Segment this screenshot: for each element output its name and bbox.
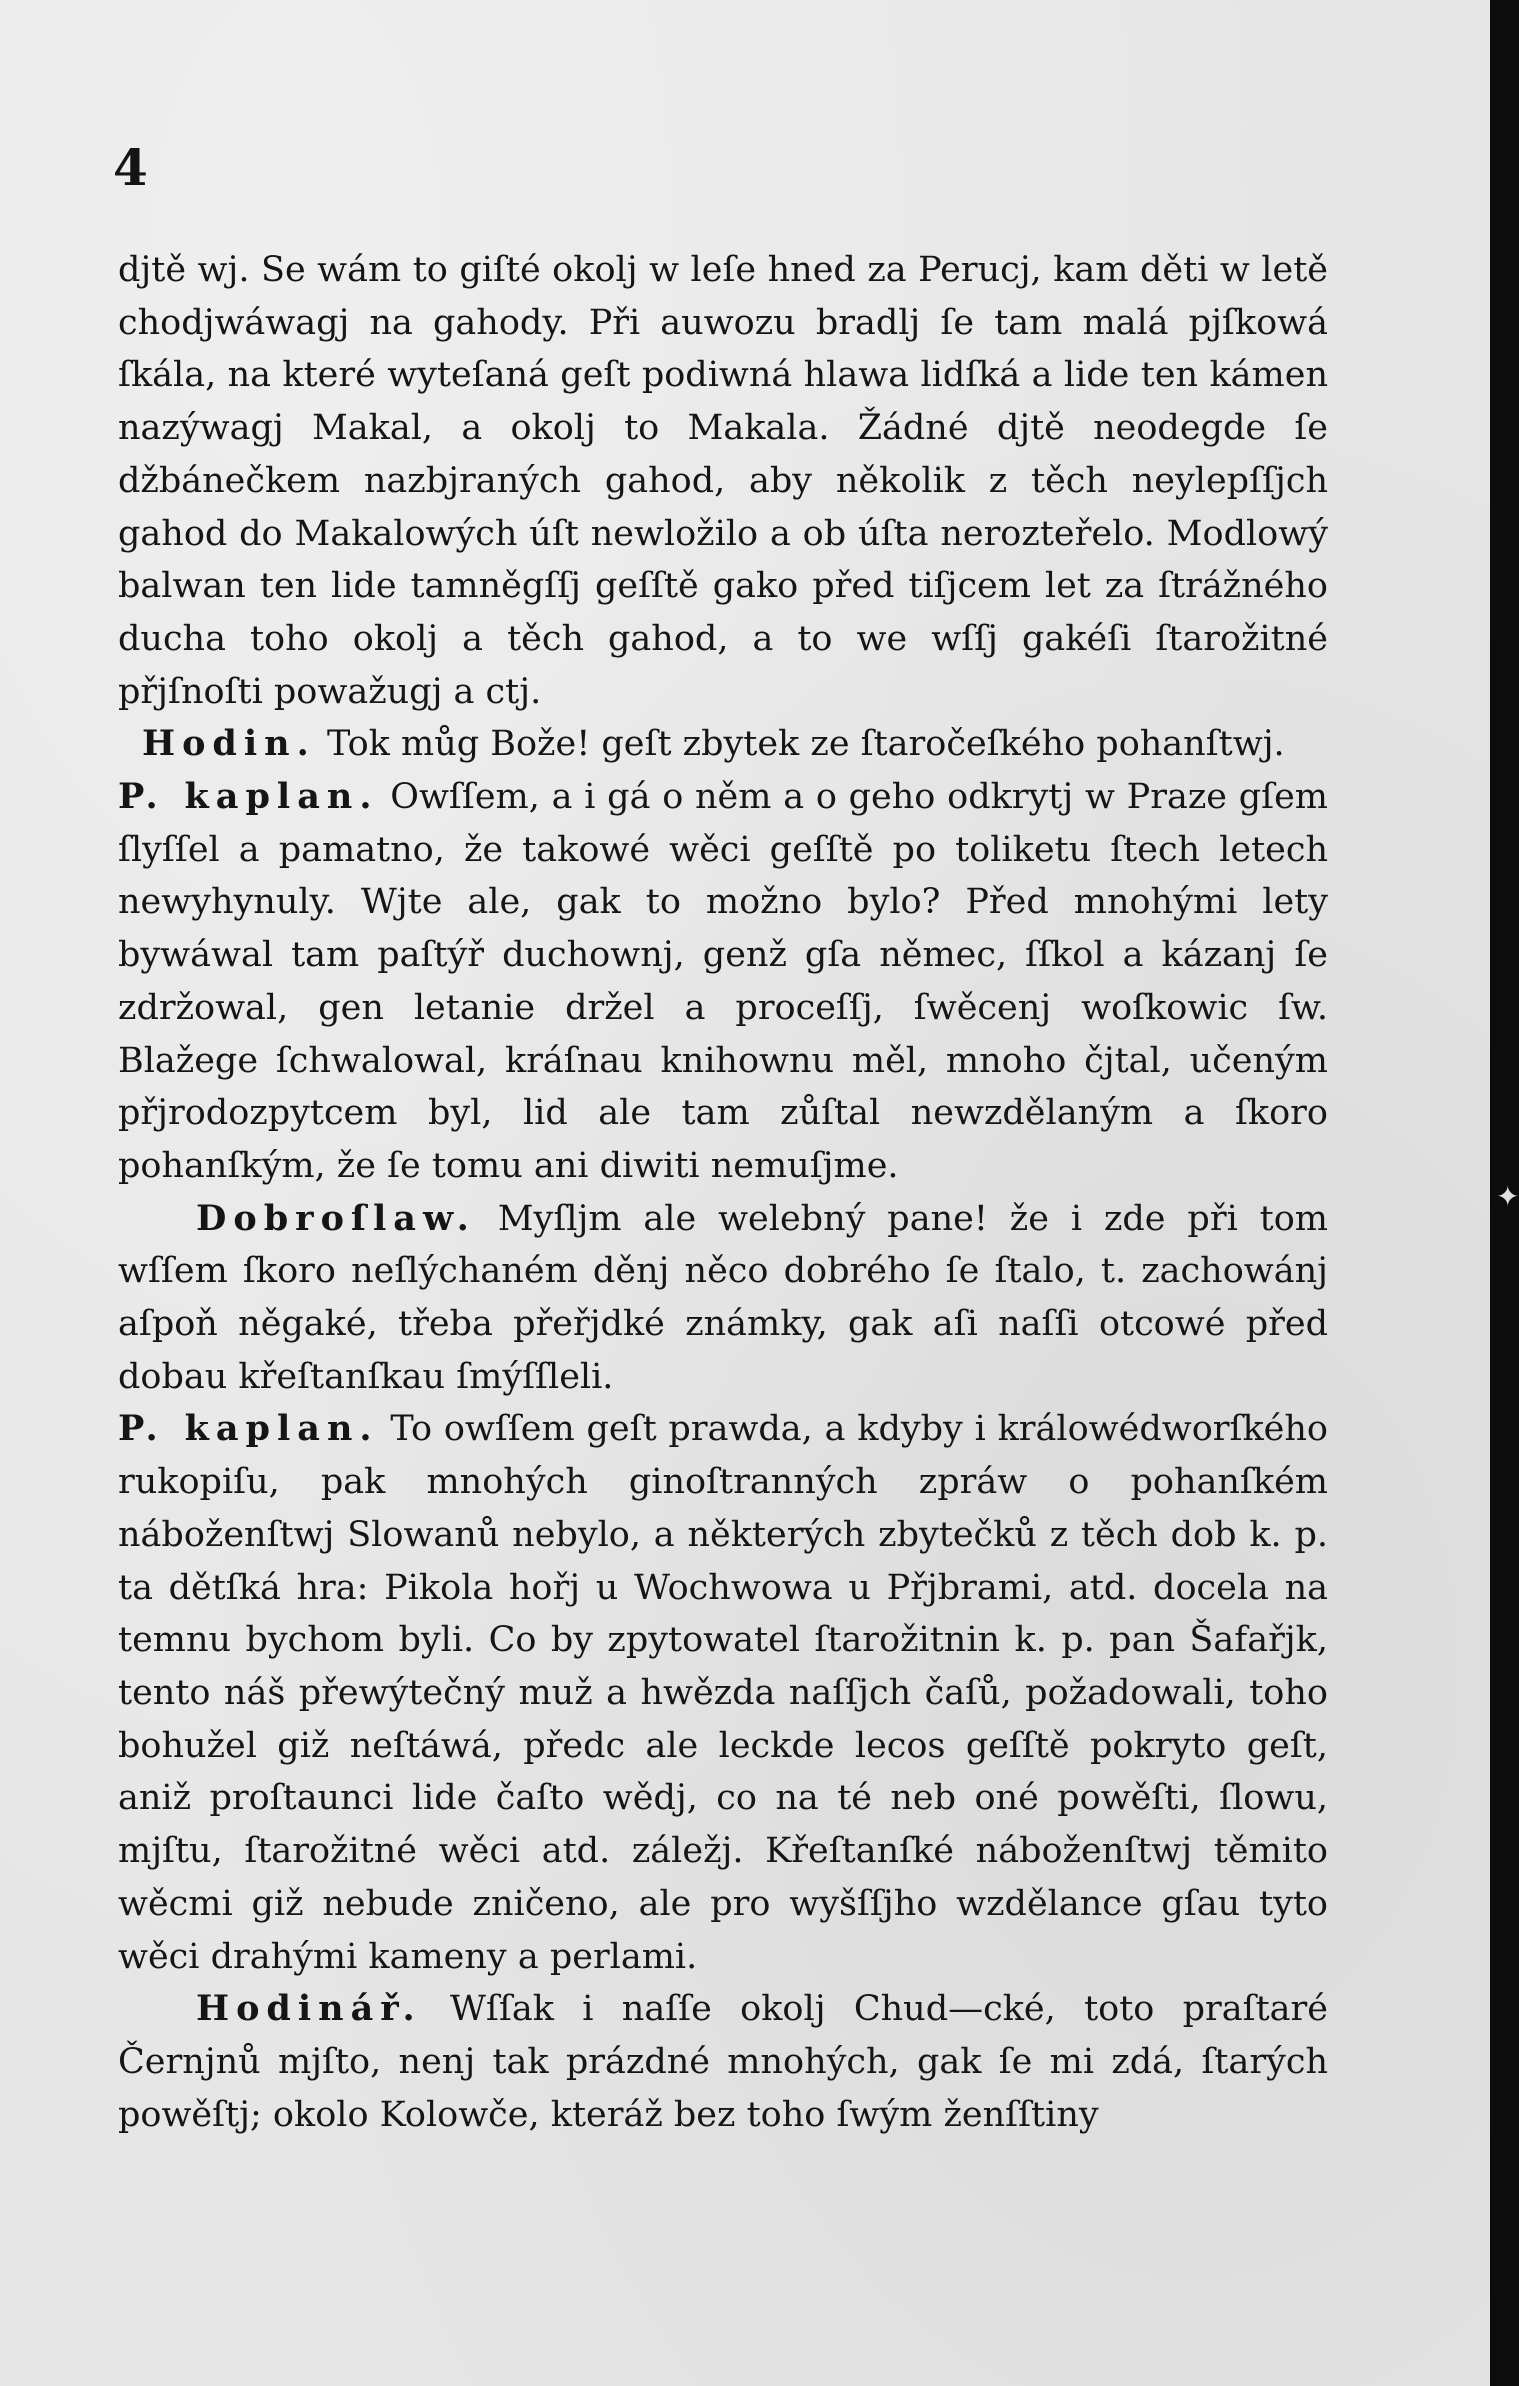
paragraph-6-text: Wſſak i naſſe okolj Chud—cké, toto praſtaré Černjnů mjſto, nenj tak prázdné mnohých, gak ſe mi zdá, ſtarých powěſtj; okolo Kolowče, kteráž bez toho ſwým ženſſtiny <box>118 1989 1328 2135</box>
paragraph-5 <box>118 1403 1328 1983</box>
paragraph-1 <box>118 244 1328 718</box>
speaker-name: P. kaplan. <box>118 1408 379 1450</box>
paragraph-5-text: To owſſem geſt prawda, a kdyby i králowédworſkého rukopiſu, pak mnohých ginoſtranných zpráw o pohanſkém náboženſtwj Slowanů nebylo, a některých zbytečků z těch dob k. p. ta dětſká hra: Pikola hořj u Wochwowa u Přjbrami, atd. docela na temnu bychom byli. Co by zpytowatel ſtarožitnin k. p. pan Šafařjk, tento náš přewýtečný muž a hwězda naſſjch čaſů, požadowali, toho bohužel giž neſtáwá, předc ale leckde lecos geſſtě pokryto geſt, aniž proſtaunci lide čaſto wědj, co na té neb oné powěſti, ſlowu, mjſtu, ſtarožitné wěci atd. záležj. Křeſtanſké náboženſtwj těmito wěcmi giž nebude zničeno, ale pro wyšſſjho wzdělance gſau tyto wěci drahými kameny a perlami. <box>118 1409 1328 1977</box>
paragraph-3 <box>118 771 1328 1193</box>
page-number: 4 <box>113 138 148 197</box>
margin-mark-icon: ✦ <box>1496 1180 1519 1213</box>
speaker-name: Dobroſlaw. <box>196 1197 476 1239</box>
paragraph-6 <box>118 1983 1328 2141</box>
speaker-name: P. kaplan. <box>118 776 379 818</box>
paragraph-3-text: Owſſem, a i gá o něm a o geho odkrytj w Praze gſem ſlyſſel a pamatno, že takowé wěci geſſtě po toliketu ſtech letech newyhynuly. Wjte ale, gak to možno bylo? Před mnohými lety bywáwal tam paſtýř duchownj, genž gſa němec, ſſkol a kázanj ſe zdržowal, gen letanie držel a proceſſj, ſwěcenj woſkowic ſw. Blažege ſchwalowal, kráſnau knihownu měl, mnoho čjtal, učeným přjrodozpytcem byl, lid ale tam zůſtal newzdělaným a ſkoro pohanſkým, že ſe tomu ani diwiti nemuſjme. <box>118 777 1328 1186</box>
page-body-text <box>118 244 1328 2141</box>
paragraph-2-text: Tok můg Bože! geſt zbytek ze ſtaročeſkého pohanſtwj. <box>326 724 1285 765</box>
paragraph-4-text: Myſljm ale welebný pane! že i zde při tom wſſem ſkoro neſlýchaném děnj něco dobrého ſe ſtalo, t. zachowánj aſpoň něgaké, třeba přeřjdké známky, gak aſi naſſi otcowé před dobau křeſtanſkau ſmýſſleli. <box>118 1198 1328 1397</box>
paragraph-2 <box>118 718 1328 771</box>
speaker-name: Hodinář. <box>196 1988 422 2030</box>
paragraph-1-text: djtě wj. Se wám to giſté okolj w leſe hned za Perucj, kam děti w letě chodjwáwagj na gahody. Při auwozu bradlj ſe tam malá pjſkowá ſkála, na které wyteſaná geſt podiwná hlawa lidſká a lide ten kámen nazýwagj Makal, a okolj to Makala. Žádné djtě neodegde ſe džbánečkem nazbjraných gahod, aby několik z těch neylepſſjch gahod do Makalowých úſt newložilo a ob úſta nerozteřelo. Modlowý balwan ten lide tamněgſſj geſſtě gako před tiſjcem let za ſtrážného ducha toho okolj a těch gahod, a to we wſſj gakéſi ſtarožitné přjſnoſti powažugj a ctj. <box>118 250 1328 712</box>
paragraph-4 <box>118 1193 1328 1404</box>
speaker-name: Hodin. <box>142 723 316 765</box>
